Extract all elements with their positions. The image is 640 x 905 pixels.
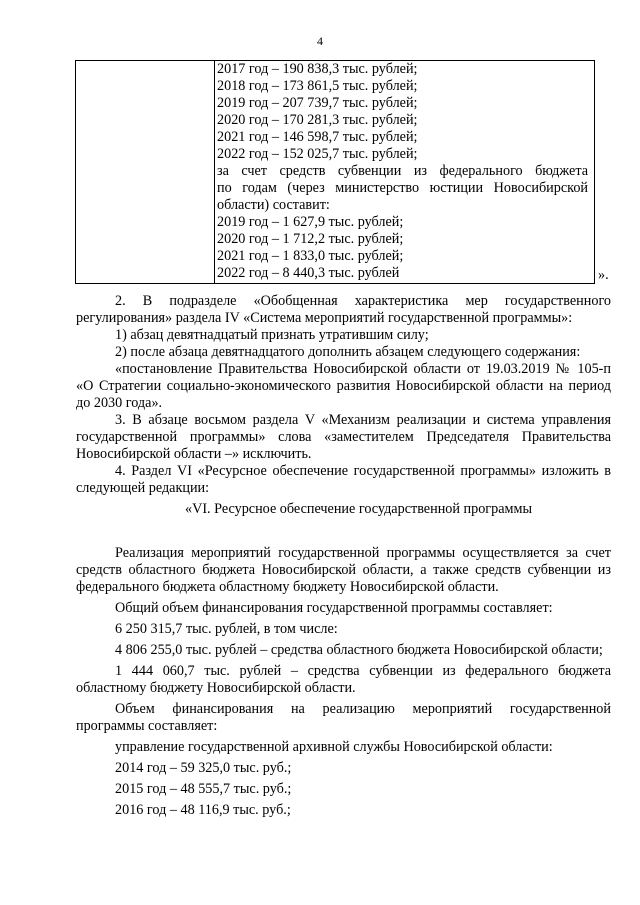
table-line: 2019 год – 1 627,9 тыс. рублей; [217,214,404,230]
table-line: 2022 год – 8 440,3 тыс. рублей [217,265,400,281]
spacer [76,518,611,545]
table-right-cell [217,61,588,282]
table-line: области) составит: [217,197,330,213]
table-line: 2017 год – 190 838,3 тыс. рублей; [217,61,418,77]
paragraph: 2. В подразделе «Обобщенная характеристика мер государственного регулирования» раздела IV «Система мероприятий государственной программы»: [76,293,611,326]
section-heading: «VI. Ресурсное обеспечение государственной программы [184,501,533,517]
paragraph: Реализация мероприятий государственной программы осуществляется за счет средств областного бюджета Новосибирской области, а также средств субвенции из федерального бюджета областному бюджету Новосибирской области. [76,545,611,595]
paragraph: «постановление Правительства Новосибирской области от 19.03.2019 № 105-п «О Стратегии социально-экономического развития Новосибирской области на период до 2030 года». [76,361,611,411]
paragraph: 2015 год – 48 555,7 тыс. руб.; [115,781,292,797]
table-line: 2020 год – 170 281,3 тыс. рублей; [217,112,418,128]
paragraph: 1) абзац девятнадцатый признать утратившим силу; [115,327,429,343]
table-line: 2022 год – 152 025,7 тыс. рублей; [217,146,418,162]
page-number: 4 [317,34,323,48]
paragraph: управление государственной архивной службы Новосибирской области: [115,739,553,755]
paragraph: 4 806 255,0 тыс. рублей – средства областного бюджета Новосибирской области; [115,642,603,658]
paragraph: Объем финансирования на реализацию мероприятий государственной программы составляет: [76,701,611,734]
paragraph: 3. В абзаце восьмом раздела V «Механизм реализации и система управления государственной программы» слова «заместителем Председателя Правительства Новосибирской области –» исключить. [76,412,611,462]
closing-quote: ». [598,267,609,283]
table-left-cell [76,61,215,283]
paragraph: 2) после абзаца девятнадцатого дополнить абзацем следующего содержания: [115,344,581,360]
table-line: по годам (через министерство юстиции Новосибирской [217,180,588,196]
document-body [76,293,611,819]
paragraph: 2014 год – 59 325,0 тыс. руб.; [115,760,292,776]
paragraph: 4. Раздел VI «Ресурсное обеспечение государственной программы» изложить в следующей редакции: [76,463,611,496]
paragraph: Общий объем финансирования государственной программы составляет: [115,600,553,616]
table-line: 2021 год – 1 833,0 тыс. рублей; [217,248,404,264]
table-line: 2021 год – 146 598,7 тыс. рублей; [217,129,418,145]
paragraph: 1 444 060,7 тыс. рублей – средства субвенции из федерального бюджета областному бюджету Новосибирской области. [76,663,611,696]
table-line: 2019 год – 207 739,7 тыс. рублей; [217,95,418,111]
budget-table [75,60,595,284]
paragraph: 6 250 315,7 тыс. рублей, в том числе: [115,621,338,637]
paragraph: 2016 год – 48 116,9 тыс. руб.; [115,802,291,818]
table-line: 2020 год – 1 712,2 тыс. рублей; [217,231,404,247]
table-line: 2018 год – 173 861,5 тыс. рублей; [217,78,418,94]
table-line: за счет средств субвенции из федерального бюджета [217,163,588,179]
